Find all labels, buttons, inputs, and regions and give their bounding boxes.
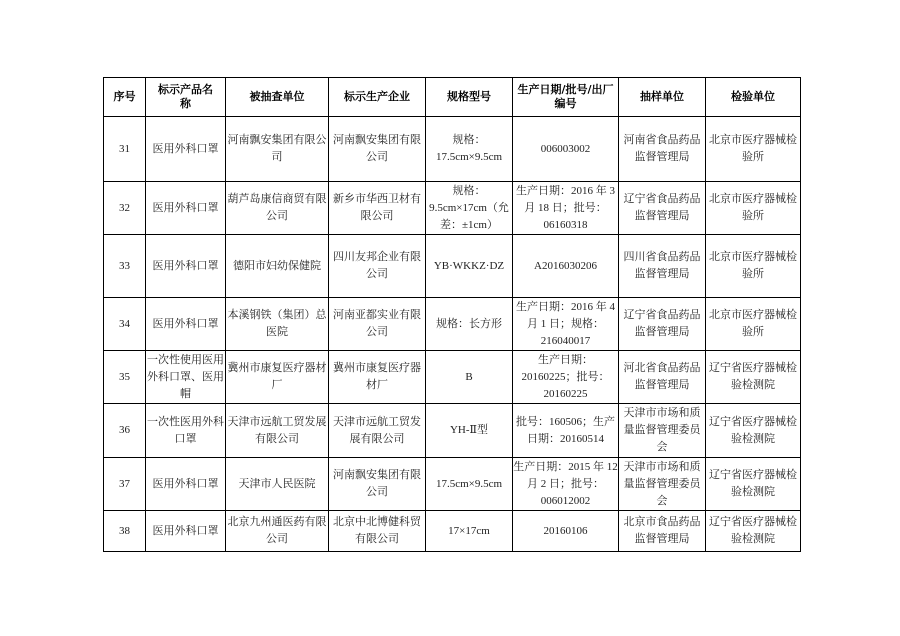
cell-seq: 31 [104,117,146,182]
header-manufacturer: 标示生产企业 [329,78,426,117]
cell-production-batch: A2016030206 [513,235,619,298]
cell-sampling-unit: 天津市市场和质量监督管理委员会 [619,404,706,458]
cell-seq: 33 [104,235,146,298]
cell-seq: 32 [104,182,146,235]
cell-product-name: 医用外科口罩 [146,298,226,351]
cell-manufacturer: 河南飘安集团有限公司 [329,458,426,511]
table-row [104,351,801,404]
cell-production-batch: 006003002 [513,117,619,182]
cell-inspection-unit: 北京市医疗器械检验所 [706,298,801,351]
cell-inspection-unit: 辽宁省医疗器械检验检测院 [706,351,801,404]
cell-sampling-unit: 天津市市场和质量监督管理委员会 [619,458,706,511]
cell-seq: 35 [104,351,146,404]
cell-sampling-unit: 四川省食品药品监督管理局 [619,235,706,298]
cell-inspection-unit: 辽宁省医疗器械检验检测院 [706,511,801,552]
cell-seq: 36 [104,404,146,458]
table-row [104,404,801,458]
header-production-batch: 生产日期/批号/出厂编号 [513,78,619,117]
cell-product-name: 医用外科口罩 [146,235,226,298]
cell-production-batch: 生产日期：20160225；批号：20160225 [513,351,619,404]
cell-product-name: 医用外科口罩 [146,182,226,235]
table-row [104,235,801,298]
cell-production-batch: 生产日期：2016 年 3 月 18 日；批号：06160318 [513,182,619,235]
cell-sampling-unit: 河北省食品药品监督管理局 [619,351,706,404]
cell-inspection-unit: 辽宁省医疗器械检验检测院 [706,404,801,458]
table-row [104,298,801,351]
cell-production-batch: 批号：160506；生产日期：20160514 [513,404,619,458]
cell-spec-model: 17.5cm×9.5cm [426,458,513,511]
table-row [104,458,801,511]
cell-product-name: 医用外科口罩 [146,458,226,511]
cell-product-name: 一次性医用外科口罩 [146,404,226,458]
cell-spec-model: 17×17cm [426,511,513,552]
cell-product-name: 医用外科口罩 [146,511,226,552]
cell-manufacturer: 新乡市华西卫材有限公司 [329,182,426,235]
cell-sampling-unit: 河南省食品药品监督管理局 [619,117,706,182]
table-header-row [104,78,801,117]
cell-manufacturer: 北京中北博健科贸有限公司 [329,511,426,552]
cell-sampling-unit: 北京市食品药品监督管理局 [619,511,706,552]
cell-sampled-unit: 北京九州通医药有限公司 [226,511,329,552]
cell-product-name: 医用外科口罩 [146,117,226,182]
cell-inspection-unit: 北京市医疗器械检验所 [706,182,801,235]
cell-sampled-unit: 天津市人民医院 [226,458,329,511]
cell-spec-model: 规格：17.5cm×9.5cm [426,117,513,182]
cell-sampled-unit: 冀州市康复医疗器材厂 [226,351,329,404]
cell-manufacturer: 河南亚都实业有限公司 [329,298,426,351]
cell-product-name: 一次性使用医用外科口罩、医用帽 [146,351,226,404]
cell-inspection-unit: 辽宁省医疗器械检验检测院 [706,458,801,511]
cell-inspection-unit: 北京市医疗器械检验所 [706,117,801,182]
cell-sampled-unit: 葫芦岛康信商贸有限公司 [226,182,329,235]
cell-sampling-unit: 辽宁省食品药品监督管理局 [619,298,706,351]
cell-seq: 38 [104,511,146,552]
cell-manufacturer: 河南飘安集团有限公司 [329,117,426,182]
cell-production-batch: 生产日期：2015 年 12 月 2 日；批号：006012002 [513,458,619,511]
cell-spec-model: YB·WKKZ·DZ [426,235,513,298]
cell-manufacturer: 四川友邦企业有限公司 [329,235,426,298]
header-seq: 序号 [104,78,146,117]
cell-sampled-unit: 天津市远航工贸发展有限公司 [226,404,329,458]
cell-inspection-unit: 北京市医疗器械检验所 [706,235,801,298]
cell-production-batch: 生产日期：2016 年 4 月 1 日；规格：216040017 [513,298,619,351]
cell-sampled-unit: 德阳市妇幼保健院 [226,235,329,298]
cell-production-batch: 20160106 [513,511,619,552]
header-spec-model: 规格型号 [426,78,513,117]
cell-spec-model: 规格：9.5cm×17cm（允差：±1cm） [426,182,513,235]
table-row [104,117,801,182]
cell-spec-model: YH-Ⅱ型 [426,404,513,458]
header-sampling-unit: 抽样单位 [619,78,706,117]
cell-sampled-unit: 本溪钢铁（集团）总医院 [226,298,329,351]
cell-seq: 37 [104,458,146,511]
table-row [104,182,801,235]
table-row [104,511,801,552]
header-sampled-unit: 被抽查单位 [226,78,329,117]
cell-sampled-unit: 河南飘安集团有限公司 [226,117,329,182]
cell-spec-model: B [426,351,513,404]
cell-spec-model: 规格：长方形 [426,298,513,351]
inspection-results-table [103,77,801,552]
cell-manufacturer: 冀州市康复医疗器材厂 [329,351,426,404]
cell-sampling-unit: 辽宁省食品药品监督管理局 [619,182,706,235]
cell-manufacturer: 天津市远航工贸发展有限公司 [329,404,426,458]
cell-seq: 34 [104,298,146,351]
header-inspection-unit: 检验单位 [706,78,801,117]
header-product-name: 标示产品名称 [146,78,226,117]
